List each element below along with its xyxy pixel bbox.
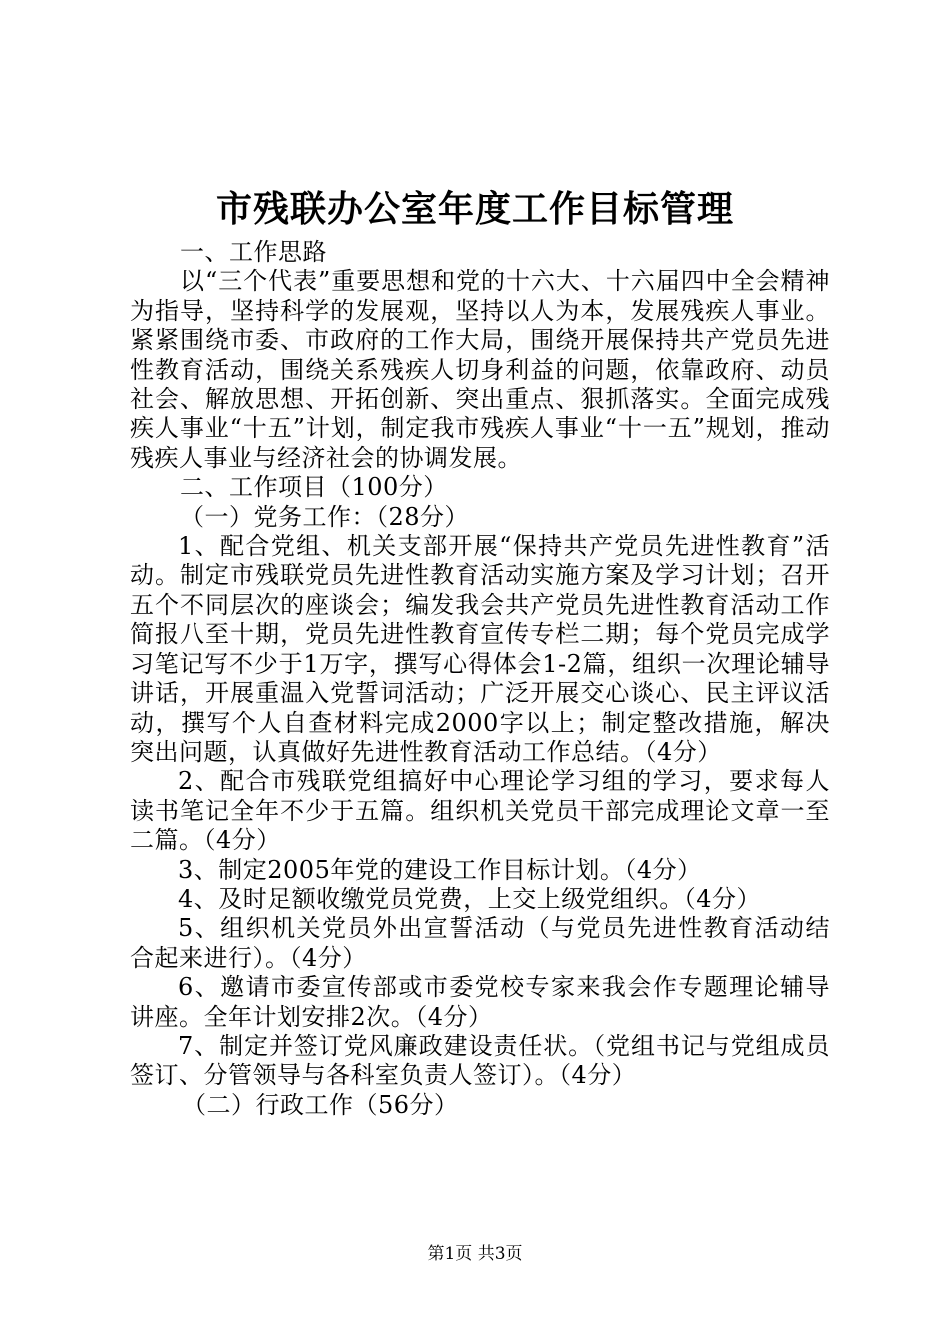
paragraph-work-thinking: 以“三个代表”重要思想和党的十六大、十六届四中全会精神为指导，坚持科学的发展观，坚持以人为本，发展残疾人事业。紧紧围绕市委、市政府的工作大局，围绕开展保持共产党员先进性教育活动，围绕关系残疾人切身利益的问题，依靠政府、动员社会、解放思想、开拓创新、突出重点、狠抓落实。全面完成残疾人事业“十五”计划，制定我市残疾人事业“十一五”规划，推动残疾人事业与经济社会的协调发展。 xyxy=(130,267,830,472)
document-body xyxy=(130,238,830,1120)
section-heading-work-thinking: 一、工作思路 xyxy=(180,238,327,266)
list-item-4: 4、及时足额收缴党员党费，上交上级党组织。（4分） xyxy=(178,884,762,913)
page-number-footer: 第1页 共3页 xyxy=(427,1244,523,1264)
list-item-2: 2、配合市残联党组搞好中心理论学习组的学习，要求每人读书笔记全年不少于五篇。组织机关党员干部完成理论文章一至二篇。（4分） xyxy=(130,767,830,855)
subsection-heading-party-affairs: （一）党务工作：（28分） xyxy=(180,502,470,531)
list-item-1: 1、配合党组、机关支部开展“保持共产党员先进性教育”活动。制定市残联党员先进性教育活动实施方案及学习计划；召开五个不同层次的座谈会；编发我会共产党员先进性教育活动工作简报八至十期，党员先进性教育宣传专栏二期；每个党员完成学习笔记写不少于1万字，撰写心得体会1-2篇，组织一次理论辅导讲话，开展重温入党誓词活动；广泛开展交心谈心、民主评议活动，撰写个人自查材料完成2000字以上；制定整改措施，解决突出问题，认真做好先进性教育活动工作总结。（4分） xyxy=(130,532,830,766)
list-item-3: 3、制定2005年党的建设工作目标计划。（4分） xyxy=(178,855,702,884)
document-title: 市残联办公室年度工作目标管理 xyxy=(215,188,734,230)
list-item-5: 5、组织机关党员外出宣誓活动（与党员先进性教育活动结合起来进行）。（4分） xyxy=(130,914,830,972)
list-item-6: 6、邀请市委宣传部或市委党校专家来我会作专题理论辅导讲座。全年计划安排2次。（4分） xyxy=(130,973,830,1031)
section-heading-work-items: 二、工作项目（100分） xyxy=(180,473,448,502)
list-item-7: 7、制定并签订党风廉政建设责任状。（党组书记与党组成员签订、分管领导与各科室负责人签订）。（4分） xyxy=(130,1031,830,1090)
subsection-heading-administrative: （二）行政工作（56分） xyxy=(182,1090,459,1119)
